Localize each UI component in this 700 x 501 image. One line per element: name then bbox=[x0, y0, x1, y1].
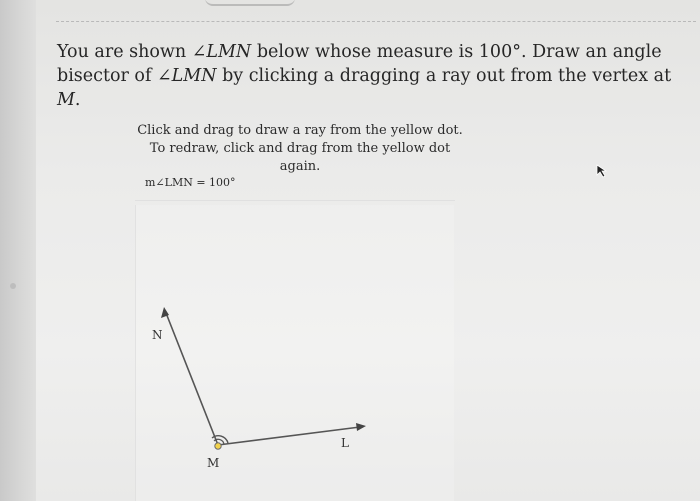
label-n: N bbox=[152, 328, 163, 342]
ray-ml bbox=[218, 427, 360, 445]
instruction-line-1: Click and drag to draw a ray from the yellow dot. bbox=[137, 123, 463, 138]
vertex-drag-handle[interactable] bbox=[215, 443, 221, 449]
question-part4: by clicking a dragging a ray out from the vertex at bbox=[216, 66, 672, 86]
angle-measure-readout: m∠LMN = 100° bbox=[145, 176, 236, 189]
question-part5: . bbox=[74, 90, 81, 110]
label-l: L bbox=[341, 436, 349, 450]
question-part2: below whose measure is bbox=[251, 42, 479, 62]
ray-mn bbox=[166, 313, 218, 445]
vertex-symbol: M bbox=[57, 90, 75, 110]
angle-lmn-symbol: ∠LMN bbox=[191, 42, 252, 62]
label-m: M bbox=[207, 456, 220, 470]
angle-measure: 100° bbox=[478, 42, 521, 62]
angle-lmn-symbol-2: ∠LMN bbox=[157, 66, 217, 86]
question-part3: . Draw an angle bisector of bbox=[57, 42, 662, 86]
instruction-line-2: To redraw, click and drag from the yellow dot again. bbox=[149, 141, 451, 174]
question-part1: You are shown bbox=[57, 42, 192, 62]
mouse-cursor-icon bbox=[596, 164, 608, 178]
arrowhead-l-icon bbox=[356, 423, 366, 431]
